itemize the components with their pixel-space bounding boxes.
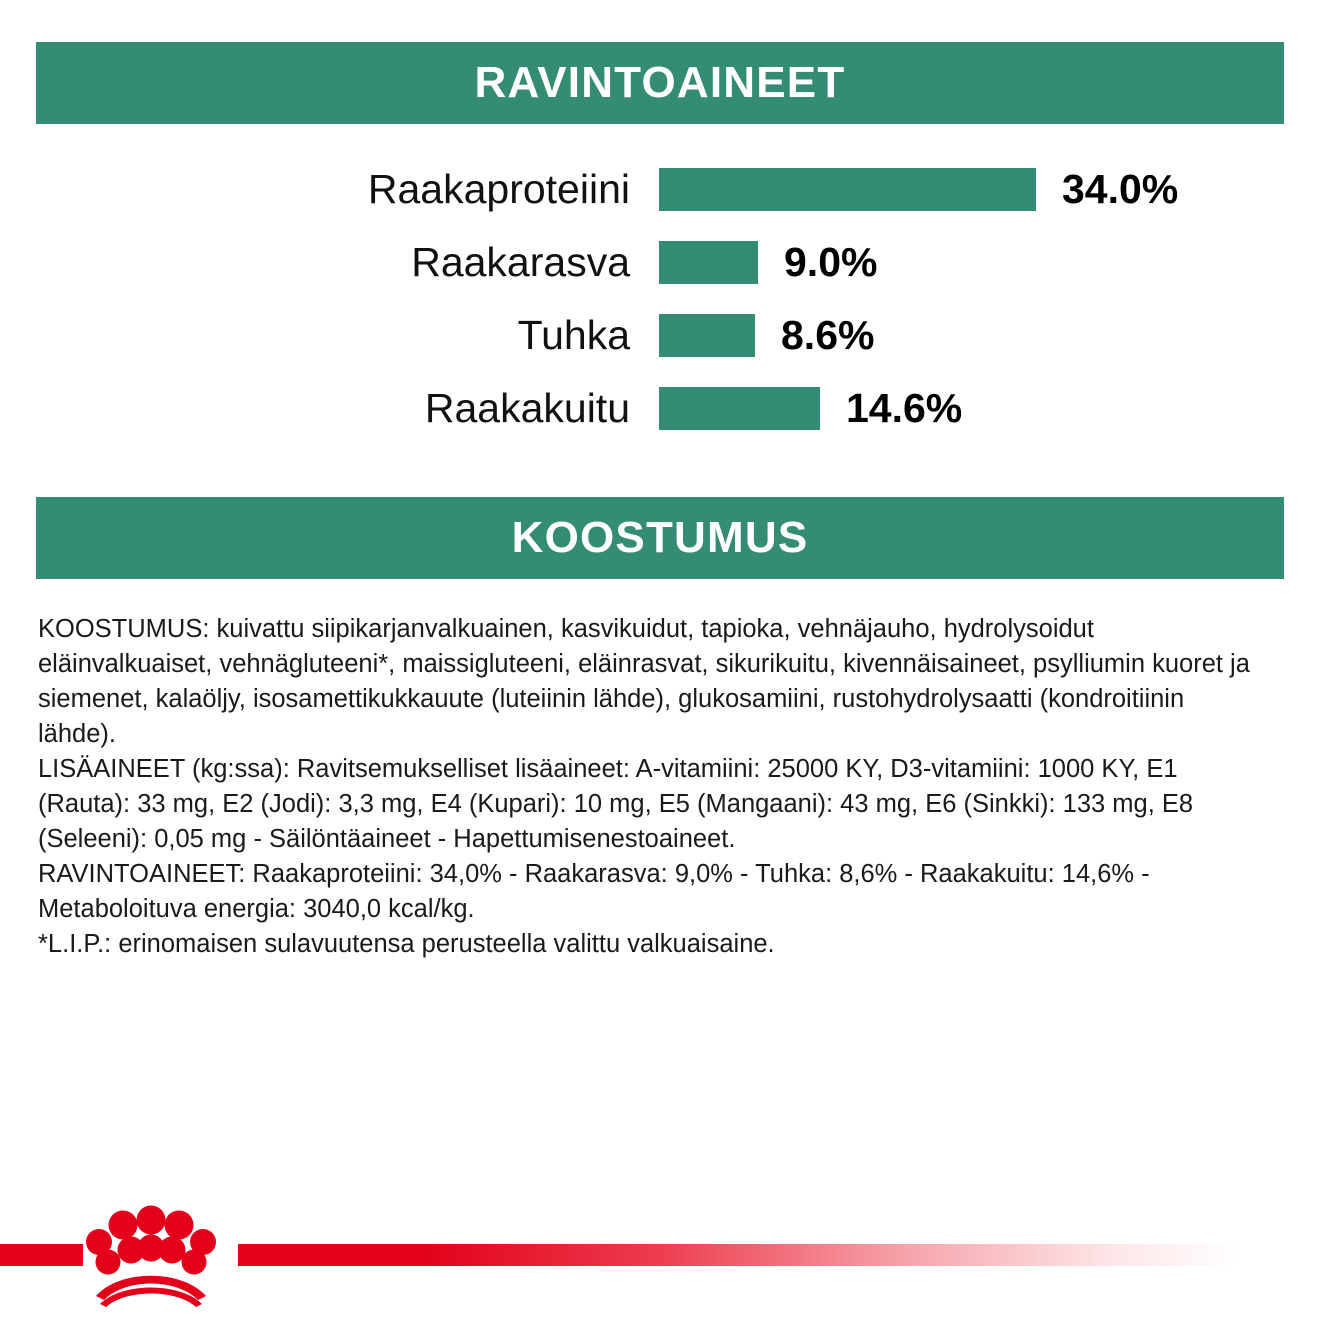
nutrient-bar-value: 34.0% — [1062, 165, 1179, 212]
nutrients-section-banner — [36, 42, 1284, 124]
nutrient-bar-label: Raakaproteiini — [367, 165, 630, 212]
nutrient-bar-label: Raakarasva — [411, 238, 630, 285]
brand-footer — [0, 1188, 1320, 1320]
composition-paragraph-additives: LISÄAINEET (kg:ssa): Ravitsemukselliset lisäaineet: A-vitamiini: 25000 KY, D3-vitamiini: 1000 KY, E1 (Rauta): 33 mg, E2 (Jodi): 3,3 mg, E4 (Kupari): 10 mg, E5 (Mangaani): 43 mg, E6 (Sinkki): 133 mg, E8 (Seleeni): 0,05 mg - Säilöntäaineet - Hapettumisenestoaineet. — [38, 755, 1194, 853]
nutrient-bar-track — [659, 168, 1036, 211]
nutrient-bar-track — [659, 387, 820, 430]
nutrient-bar-row — [0, 306, 1320, 364]
royal-canin-crown-logo — [86, 1200, 216, 1308]
nutrient-bar-label: Raakakuitu — [424, 384, 630, 431]
composition-banner-title: KOOSTUMUS — [511, 513, 809, 562]
nutrient-bar-fill — [659, 241, 758, 284]
nutrient-bar-row — [0, 160, 1320, 218]
nutrients-banner-title: RAVINTOAINEET — [474, 58, 846, 107]
nutrient-bar-value: 14.6% — [846, 384, 963, 431]
nutrient-bar-track — [659, 241, 758, 284]
composition-section-banner — [36, 497, 1284, 579]
nutrient-bar-fill — [659, 168, 1036, 211]
nutrient-bar-track — [659, 314, 755, 357]
nutrient-bar-row — [0, 233, 1320, 291]
nutrient-bar-chart — [0, 160, 1320, 460]
composition-text-block — [38, 612, 1253, 962]
composition-paragraph-lip-footnote: *L.I.P.: erinomaisen sulavuutensa perusteella valittu valkuaisaine. — [38, 930, 775, 958]
composition-paragraph-ingredients: KOOSTUMUS: kuivattu siipikarjanvalkuainen, kasvikuidut, tapioka, vehnäjauho, hydrolysoidut eläinvalkuaiset, vehnägluteeni*, maissigluteeni, eläinrasvat, sikurikuitu, kivennäisaineet, psylliumin kuoret ja siemenet, kalaöljy, isosamettikukkauute (luteiinin lähde), glukosamiini, rustohydrolysaatti (kondroitiinin lähde). — [38, 615, 1250, 748]
composition-paragraph-analytical: RAVINTOAINEET: Raakaproteiini: 34,0% - Raakarasva: 9,0% - Tuhka: 8,6% - Raakakuitu: 14,6% - Metaboloituva energia: 3040,0 kcal/kg. — [38, 860, 1150, 923]
nutrient-bar-fill — [659, 387, 820, 430]
footer-rule-left — [0, 1244, 83, 1266]
footer-rule-right — [238, 1244, 1238, 1266]
nutrient-bar-row — [0, 379, 1320, 437]
nutrient-bar-fill — [659, 314, 755, 357]
nutrient-bar-value: 8.6% — [781, 311, 875, 358]
nutrient-bar-label: Tuhka — [517, 311, 630, 358]
nutrient-bar-value: 9.0% — [784, 238, 878, 285]
